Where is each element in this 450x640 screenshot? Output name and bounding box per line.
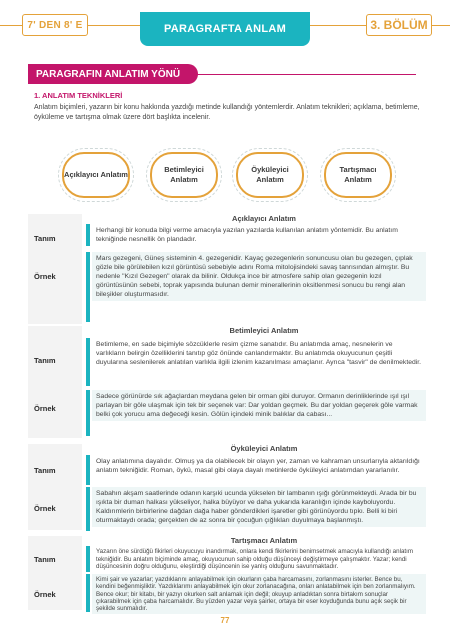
card-tartismaci: [324, 152, 392, 198]
example-label: Örnek: [34, 272, 56, 281]
section-rule: [196, 74, 416, 75]
section-title: PARAGRAFIN ANLATIM YÖNÜ: [28, 64, 198, 84]
accent-bar: [86, 487, 90, 531]
definition-label: Tanım: [34, 356, 56, 365]
example-label: Örnek: [34, 504, 56, 513]
accent-bar: [86, 252, 90, 322]
accent-bar: [86, 224, 90, 246]
definition-label: Tanım: [34, 555, 56, 564]
chapter-badge: 3. BÖLÜM: [366, 14, 432, 36]
example-label: Örnek: [34, 404, 56, 413]
page-title: PARAGRAFTA ANLAM: [140, 12, 310, 46]
label-gutter: [28, 214, 82, 324]
subheading: 1. ANLATIM TEKNİKLERİ: [34, 91, 123, 100]
page-header: [0, 12, 450, 40]
block-title: Betimleyici Anlatım: [229, 326, 299, 335]
block-title: Öyküleyici Anlatım: [230, 444, 298, 453]
page-number: 77: [220, 616, 230, 625]
card-betimleyici: [150, 152, 218, 198]
grade-badge: 7' DEN 8' E: [22, 14, 88, 36]
definition-label: Tanım: [34, 466, 56, 475]
definition-text: Betimleme, en sade biçimiyle sözcüklerle resim çizme sanatıdır. Bu anlatımda amaç, nesnelerin ve varlıkların belirgin özelliklerini tanıtıp göz önünde canlandırmaktır. Bu anlatımda okuyucunun çeşitli duyularına seslenilerek anlatılan varlıkla ilgili izlenim kazanılması amaçlanır. Ayrıca "tasvir" de denilmektedir.: [96, 341, 422, 366]
card-label: Betimleyici Anlatım: [164, 165, 204, 184]
example-text: Kimi şair ve yazarlar; yazdıklarını anlayabilmek için okurların çaba harcamasını, zorlanmasını isterler. Bence bu, kendini beğenmişliktir. Yazdıklarımı anlayabilmek için okur zorlanacağına, onları anlatabilmek için ben zorlanmalıyım. Bence okur; bir kitabı, bir yazıyı okurken salt anlamak için değil; okuyup anladıktan sonra birtakım sonuçlar çıkarabilmek için çaba harcamalıdır. Bu yüzden yazar veya şairler, ortaya bir eser koyduğunda bunu açık seçik bir şekilde sunmalıdır.: [92, 574, 426, 614]
example-text: Sabahın akşam saatlerinde odanın karşıki ucunda yükselen bir lambanın ışığı görünmekteydi. Arada bir bu ışıkta bir duman halkası yükseliyor, halka büyüyor ve daha yukarıda karanlığın içinde kayboluyordu. Kaldırımlerin birbirlerine dağdan dağa haber gönderdikleri işaretler gibi görünüyordu tıpkı. Belli ki biri oturmaktaydı orada; gerçekten de az sonra bir çocuğun çığlıkları duyulmaya başlanmıştı.: [92, 487, 426, 527]
card-aciklayici: [62, 152, 130, 198]
card-label: Tartışmacı Anlatım: [339, 165, 377, 184]
accent-bar: [86, 338, 90, 386]
label-gutter: [28, 444, 82, 530]
intro-paragraph: Anlatım biçimleri, yazarın bir konu hakkında yazdığı metinde kullandığı yöntemlerdir. Anlatım teknikleri; açıklama, betimleme, öyküleme ve tartışma olmak üzere dört başlıkta incelenir.: [34, 104, 420, 121]
card-label: Açıklayıcı Anlatım: [64, 170, 128, 179]
card-oykuleyici: [236, 152, 304, 198]
block-title: Açıklayıcı Anlatım: [232, 214, 296, 223]
example-text: Mars gezegeni, Güneş sisteminin 4. gezegenidir. Kayaç gezegenlerin sonuncusu olan bu gezegen, çıplak gözle bile görülebilen kızıl görüntüsü sebebiyle adını Roma mitolojisindeki savaş tanrısından almıştır. Bu nedenle "Kızıl Gezegen" olarak da bilinir. Oldukça ince bir atmosfere sahip olan gezegenin kızıl görüntüsünün sebebi, toprak yapısında bulunan demir minerallerinin oksitlenmesi sonucu bu rengi alan bileşikler oluşturmasıdır.: [92, 252, 426, 301]
accent-bar: [86, 546, 90, 572]
accent-bar: [86, 455, 90, 485]
accent-bar: [86, 574, 90, 612]
block-title: Tartışmacı Anlatım: [230, 536, 298, 545]
definition-label: Tanım: [34, 234, 56, 243]
accent-bar: [86, 390, 90, 436]
definition-text: Yazarın öne sürdüğü fikirleri okuyucuyu inandırmak, onlara kendi fikirlerini benimsetmek amacıyla kullandığı anlatım tekniğidir. Bu anlatım biçiminde amaç, okuyucunun sahip olduğu düşünceyi değiştirmeye çalışmaktır. Yazar; kendi düşüncesinin doğru olduğunu, eleştirdiği düşüncenin ise yanlış olduğunu savunmaktadır.: [96, 548, 413, 570]
example-label: Örnek: [34, 590, 56, 599]
definition-text: Herhangi bir konuda bilgi verme amacıyla yazılan yazılarda kullanılan anlatım yöntemidir. Bu anlatım tekniğinde nesnellik ön plandadır.: [96, 227, 398, 243]
card-label: Öyküleyici Anlatım: [251, 165, 289, 184]
example-text: Sadece görünürde sık ağaçlardan meydana gelen bir orman gibi duruyor. Ormanın derinliklerinde ışıl ışıl parlayan bir göle ulaşmak için tek bir seçenek var: Dar yoldan geçmek. Bu dar yoldan geçerek göle varmak belki çok yorucu ama değeceği kesin. Gölün içindeki minik balıklar da cabası...: [92, 390, 426, 421]
label-gutter: [28, 326, 82, 438]
definition-text: Olay anlatımına dayalıdır. Olmuş ya da olabilecek bir olayın yer, zaman ve kahraman unsurlarıyla aktarıldığı anlatım tekniğidir. Roman, öykü, masal gibi olaya dayalı metinlerde öyküleyici anlatımdan yararlanılır.: [96, 458, 420, 474]
